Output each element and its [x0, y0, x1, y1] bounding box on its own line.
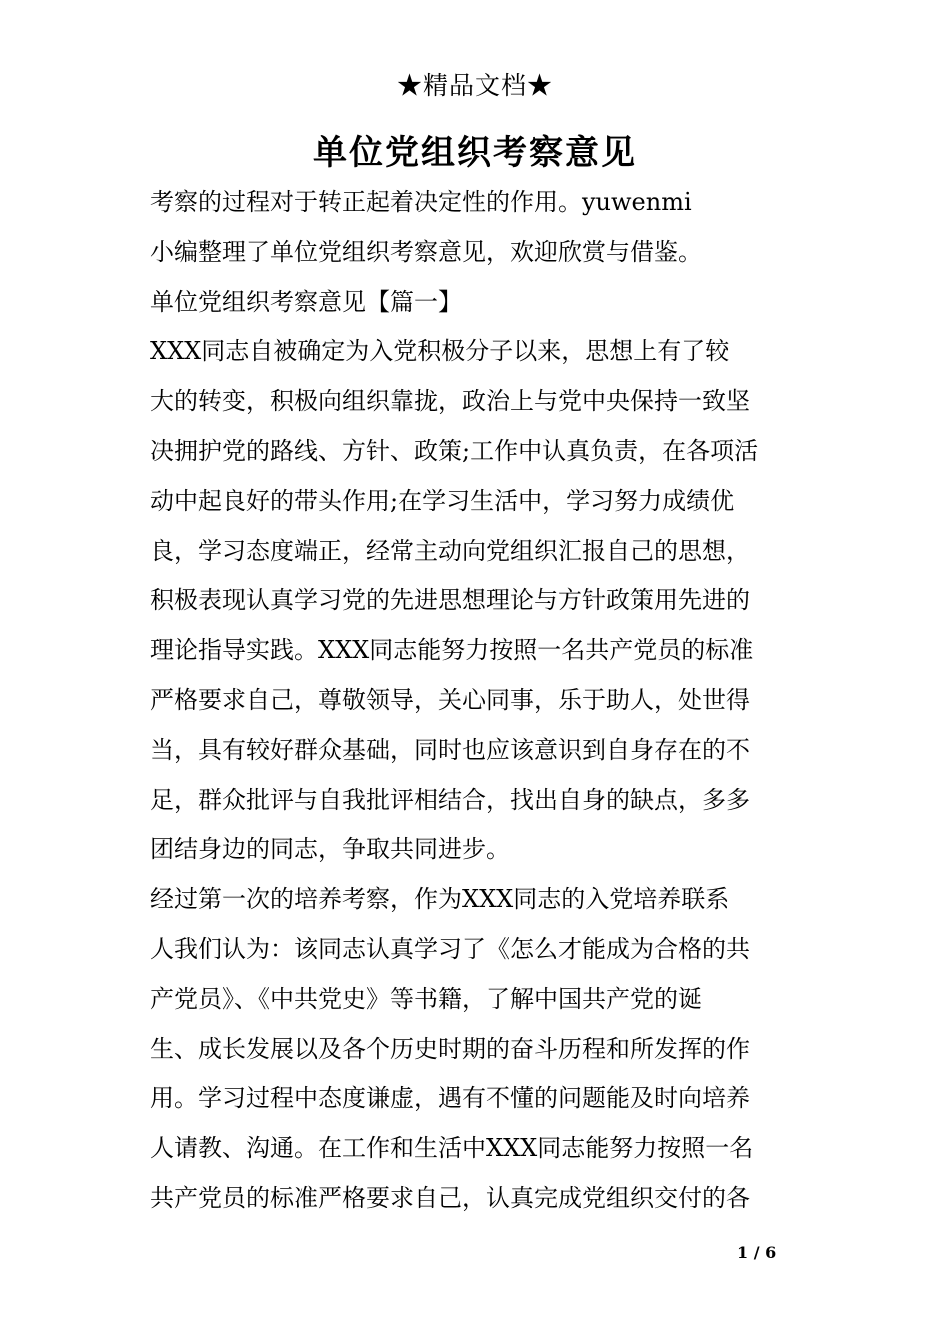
text-line: 用。学习过程中态度谦虚，遇有不懂的问题能及时向培养 — [150, 1084, 750, 1113]
section-heading: 单位党组织考察意见【篇一】 — [150, 287, 462, 316]
text-line: 考察的过程对于转正起着决定性的作用。yuwenmi — [150, 188, 692, 216]
text-line: 大的转变，积极向组织靠拢，政治上与党中央保持一致坚 — [150, 387, 750, 416]
text-line: 当，具有较好群众基础，同时也应该意识到自身存在的不 — [150, 735, 750, 764]
text-line: 生、成长发展以及各个历史时期的奋斗历程和所发挥的作 — [150, 1034, 750, 1063]
text-line: 严格要求自己，尊敬领导，关心同事，乐于助人，处世得 — [150, 685, 750, 714]
text-line: 小编整理了单位党组织考察意见，欢迎欣赏与借鉴。 — [150, 237, 702, 266]
header-mark: ★精品文档★ — [396, 71, 553, 100]
text-line: 积极表现认真学习党的先进思想理论与方针政策用先进的 — [150, 586, 750, 615]
text-line: 经过第一次的培养考察，作为XXX同志的入党培养联系 — [150, 885, 730, 914]
text-line: 共产党员的标准严格要求自己，认真完成党组织交付的各 — [150, 1183, 750, 1212]
text-line: 理论指导实践。XXX同志能努力按照一名共产党员的标准 — [150, 636, 754, 665]
text-line: 动中起良好的带头作用;在学习生活中，学习努力成绩优 — [150, 486, 735, 515]
text-line: 决拥护党的路线、方针、政策;工作中认真负责，在各项活 — [150, 436, 759, 465]
text-line: 人请教、沟通。在工作和生活中XXX同志能努力按照一名 — [150, 1134, 754, 1163]
document-body — [150, 178, 800, 1224]
text-line: 产党员》、《中共党史》等书籍，了解中国共产党的诞 — [150, 984, 702, 1013]
text-line: XXX同志自被确定为入党积极分子以来，思想上有了较 — [150, 337, 730, 366]
page-number: 1 / 6 — [737, 1243, 777, 1262]
text-line: 足，群众批评与自我批评相结合，找出自身的缺点，多多 — [150, 785, 750, 814]
text-line: 人我们认为：该同志认真学习了《怎么才能成为合格的共 — [150, 934, 750, 963]
text-line: 团结身边的同志，争取共同进步。 — [150, 835, 510, 864]
document-title: 单位党组织考察意见 — [313, 133, 637, 173]
text-line: 良，学习态度端正，经常主动向党组织汇报自己的思想， — [150, 536, 750, 565]
